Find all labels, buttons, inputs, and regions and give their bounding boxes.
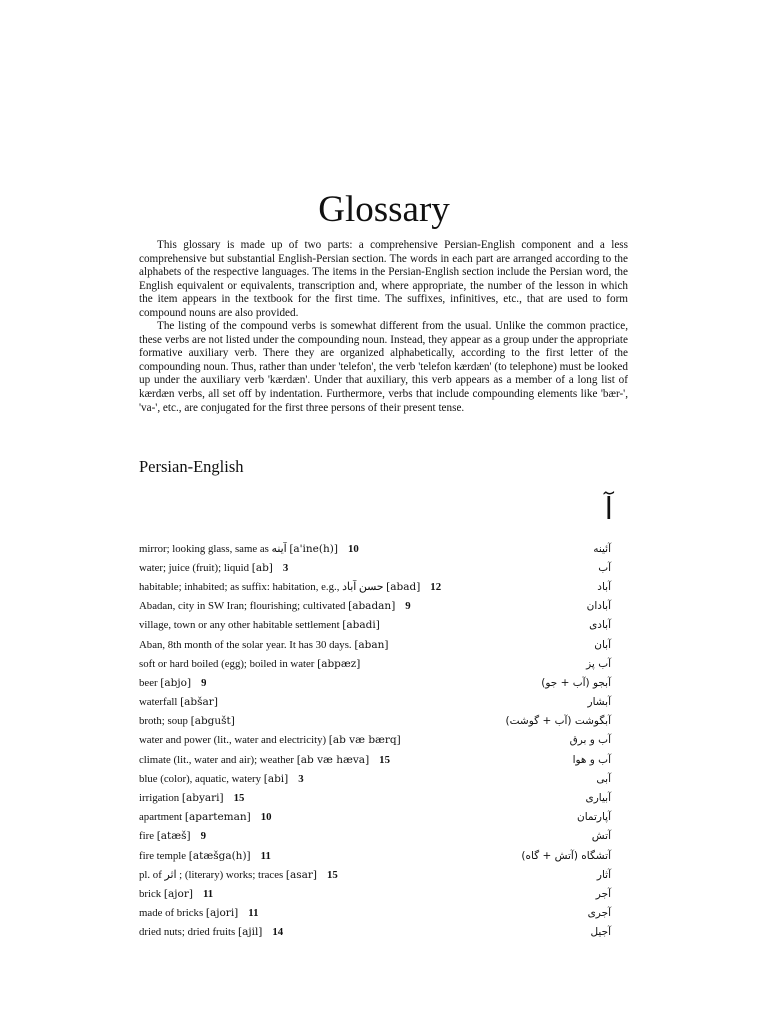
entry-transcription: [abi] [263, 772, 289, 785]
entry-transcription: [atæšga(h)] [188, 849, 251, 862]
entry-definition: dried nuts; dried fruits [139, 926, 236, 939]
entry-transcription: [ab væ bærq] [328, 734, 401, 747]
glossary-entry [139, 846, 611, 865]
entry-transcription: [a'ine(h)] [289, 543, 338, 556]
entry-lesson: 3 [298, 772, 304, 785]
entry-persian: آبان [594, 638, 611, 651]
intro-paragraph-1: This glossary is made up of two parts: a comprehensive Persian-English component and a less comprehensive but substantial English-Persian section. The words in each part are arranged according to the alphabets of the respective languages. The items in the Persian-English section include the Persian word, the English equivalent or equivalents, transcription and, where appropriate, the number of the lesson in which the item appears in the textbook for the first time. The suffixes, infinitives, etc., that are used to form compound nouns are also provided. [139, 239, 628, 319]
entry-transcription: [abšar] [180, 696, 218, 709]
entry-transcription: [abadi] [342, 619, 380, 632]
glossary-entry [139, 884, 611, 903]
entry-definition: pl. of اثر ; (literary) works; traces [139, 869, 284, 882]
entry-persian: آثار [596, 868, 611, 881]
entry-persian: آباد [597, 580, 611, 593]
glossary-entry [139, 577, 611, 596]
glossary-entry [139, 750, 611, 769]
entry-persian: آجر [595, 887, 611, 900]
entry-persian: آب و هوا [572, 753, 611, 766]
entry-definition: fire temple [139, 849, 187, 862]
glossary-entry [139, 808, 611, 827]
entry-lesson: 11 [248, 907, 259, 920]
glossary-entries [139, 539, 611, 942]
entry-lesson: 9 [405, 600, 411, 613]
glossary-entry [139, 539, 611, 558]
entry-persian: آبجو (آب + جو) [541, 676, 611, 689]
entry-definition: village, town or any other habitable settlement [139, 619, 340, 632]
entry-definition: fire [139, 830, 154, 843]
entry-persian: آب پز [586, 657, 611, 670]
entry-persian: آتش [591, 830, 611, 843]
section-title: Persian-English [139, 457, 244, 476]
entry-lesson: 10 [347, 543, 359, 556]
glossary-entry [139, 654, 611, 673]
entry-lesson: 15 [379, 753, 390, 766]
intro-paragraph-2: The listing of the compound verbs is somewhat different from the usual. Unlike the common practice, these verbs are not listed under the compounding noun. Instead, they appear as a group under the appropriate formative auxiliary verb. There they are organized alphabetically, according to the first letter of the compounding noun. Thus, rather than under 'telefon', the verb 'telefon kærdæn' (to telephone) must be looked up under the auxiliary verb 'kærdæn'. Under that auxiliary, this verb appears as a member of a long list of kærdæn verbs, all set off by indentation. Furthermore, verbs that include compounding elements like 'bær-', 'va-', etc., are conjugated for the first three persons of their present tense. [139, 320, 628, 414]
entry-persian: آپارتمان [576, 811, 611, 824]
entry-persian: آئینه [593, 542, 611, 555]
entry-persian: آبگوشت (آب + گوشت) [505, 715, 611, 728]
entry-definition: broth; soup [139, 715, 188, 728]
entry-definition: beer [139, 676, 158, 689]
glossary-entry [139, 635, 611, 654]
glossary-entry [139, 923, 611, 942]
entry-transcription: [abad] [386, 581, 421, 594]
entry-persian: آبی [596, 772, 611, 785]
entry-definition: made of bricks [139, 907, 204, 920]
entry-lesson: 10 [260, 811, 272, 824]
glossary-entry [139, 731, 611, 750]
entry-persian: آبشار [587, 696, 611, 709]
entry-persian: آبادان [586, 600, 611, 613]
entry-transcription: [abyari] [181, 792, 224, 805]
glossary-entry [139, 616, 611, 635]
entry-persian: آجری [587, 907, 611, 920]
entry-definition: irrigation [139, 792, 180, 805]
entry-persian: آبادی [589, 619, 611, 632]
glossary-entry [139, 597, 611, 616]
letter-heading: آ [604, 492, 613, 527]
entry-transcription: [ajor] [163, 887, 193, 900]
entry-transcription: [aban] [354, 638, 389, 651]
entry-definition: habitable; inhabited; as suffix: habitation, e.g., حسن آباد [139, 581, 384, 594]
entry-definition: blue (color), aquatic, watery [139, 772, 262, 785]
entry-lesson: 15 [233, 792, 245, 805]
entry-transcription: [abgušt] [190, 715, 235, 728]
glossary-entry [139, 712, 611, 731]
entry-lesson: 12 [430, 581, 442, 594]
entry-persian: آجیل [590, 926, 611, 939]
entry-transcription: [ajil] [237, 926, 263, 939]
entry-transcription: [abjo] [160, 676, 192, 689]
glossary-entry [139, 904, 611, 923]
glossary-entry [139, 558, 611, 577]
entry-transcription: [abadan] [348, 600, 396, 613]
entry-transcription: [abpæz] [317, 657, 361, 670]
entry-definition: waterfall [139, 696, 178, 709]
glossary-entry [139, 673, 611, 692]
entry-transcription: [aparteman] [184, 811, 251, 824]
page-title: Glossary [318, 189, 450, 230]
entry-lesson: 11 [260, 849, 271, 862]
entry-definition: Aban, 8th month of the solar year. It has 30 days. [139, 638, 352, 651]
glossary-entry [139, 865, 611, 884]
entry-lesson: 3 [282, 561, 289, 574]
entry-transcription: [ajori] [205, 907, 239, 920]
entry-lesson: 11 [202, 887, 214, 900]
glossary-entry [139, 788, 611, 807]
entry-persian: آب و برق [569, 734, 611, 747]
glossary-entry [139, 769, 611, 788]
entry-lesson: 9 [201, 676, 207, 689]
entry-definition: mirror; looking glass, same as آینه [139, 543, 287, 556]
entry-lesson: 15 [327, 869, 338, 882]
entry-persian: آبیاری [585, 792, 611, 805]
intro-text [139, 239, 628, 415]
entry-lesson: 14 [272, 926, 284, 939]
entry-definition: Abadan, city in SW Iran; flourishing; cultivated [139, 600, 346, 613]
entry-persian: آب [598, 561, 611, 574]
entry-transcription: [asar] [285, 869, 318, 882]
entry-definition: apartment [139, 811, 183, 824]
entry-transcription: [atæš] [156, 830, 191, 843]
entry-definition: brick [139, 887, 162, 900]
glossary-entry [139, 693, 611, 712]
entry-definition: water and power (lit., water and electricity) [139, 734, 327, 747]
entry-transcription: [ab væ hæva] [296, 753, 370, 766]
entry-definition: water; juice (fruit); liquid [139, 561, 250, 574]
entry-lesson: 9 [200, 830, 207, 843]
entry-definition: soft or hard boiled (egg); boiled in water [139, 657, 315, 670]
entry-persian: آتشگاه (آتش + گاه) [521, 849, 611, 862]
entry-definition: climate (lit., water and air); weather [139, 753, 294, 766]
entry-transcription: [ab] [251, 561, 273, 574]
glossary-entry [139, 827, 611, 846]
